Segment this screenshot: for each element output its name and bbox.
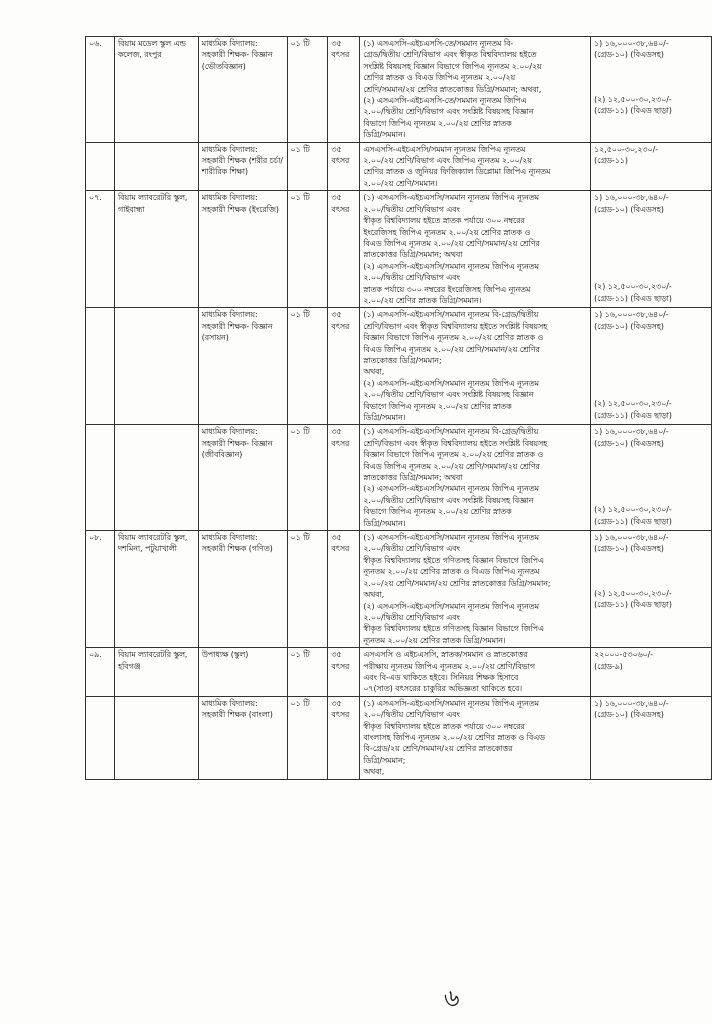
pay-scale-cell <box>591 191 712 308</box>
spacer <box>594 72 708 83</box>
institution-cell: বিয়াম মডেল স্কুল এন্ড কলেজ, রংপুর <box>114 37 198 143</box>
pay-scale-cell <box>591 531 712 648</box>
qualification-line: সংশ্লিষ্ট বিষয়সহ বিজ্ঞান বিভাগে জিপিএ ন্যূনতম ২.০০/২য় <box>363 61 542 71</box>
spacer <box>594 270 708 281</box>
pay-scale-cell <box>591 142 712 191</box>
post-cell: মাধ্যমিক বিদ্যালয়: সহকারী শিক্ষক- বিজ্ঞান (ভৌতবিজ্ঞান) <box>198 37 287 143</box>
table-row <box>86 191 712 308</box>
table-row <box>86 142 712 191</box>
age-limit-cell: ৩৫ বৎসর <box>328 37 360 143</box>
institution-cell <box>114 308 198 425</box>
qualification-cell <box>360 696 591 779</box>
serial-cell <box>86 696 115 779</box>
qualification-line: শ্রেণি/বিভাগ এবং স্বীকৃত বিশ্ববিদ্যালয় হইতে সংশ্লিষ্ট বিষয়সহ <box>363 438 548 448</box>
qualification-line: ন্যূনতম ২.০০/২য় শ্রেণির স্নাতক ডিগ্রি/সমমান। <box>363 635 506 645</box>
institution-cell: বিয়াম ল্যাবরেটরি স্কুল, দশমিনা, পটুয়াখালী <box>114 531 198 648</box>
qualification-line: স্বীকৃত বিশ্ববিদ্যালয় হইতে স্নাতক পর্যায়ে ৩০০ নম্বরের <box>363 721 525 731</box>
vacancy-count-cell: ০১ টি <box>287 648 328 697</box>
spacer <box>594 555 708 566</box>
page-number: ৬ <box>444 984 460 1012</box>
post-cell: মাধ্যমিক বিদ্যালয়: সহকারী শিক্ষক- বিজ্ঞান (জীববিজ্ঞান) <box>198 425 287 531</box>
post-cell: মাধ্যমিক বিদ্যালয়: সহকারী শিক্ষক (শরীর চর্চা/শারীরিক শিক্ষা) <box>198 142 287 191</box>
qualification-line: (২) এসএসসি-এইচএসসি/সমমান ন্যূনতম জিপিএ ন্যূনতম <box>363 261 539 271</box>
serial-cell <box>86 425 115 531</box>
qualification-line: ২.০০/দ্বিতীয় শ্রেণি/বিভাগ এবং <box>363 612 460 622</box>
vacancy-count-cell: ০১ টি <box>287 37 328 143</box>
pay-scale-line: (গ্রেড-১০) (বিএডসহ) <box>594 50 664 60</box>
age-limit-cell: ৩৫ বৎসর <box>328 142 360 191</box>
pay-scale-line: (গ্রেড-১১) (বিএড ছাড়া) <box>594 410 672 420</box>
spacer <box>594 61 708 72</box>
institution-cell: বিয়াম ল্যাবরেটরি স্কুল, হবিগঞ্জ <box>114 648 198 697</box>
institution-cell: বিয়াম ল্যাবরেটরি স্কুল, গাইবান্ধা <box>114 191 198 308</box>
qualification-line: বিএড জিপিএ ন্যূনতম ২.০০/২য় শ্রেণি/সমমান/২য় শ্রেণির <box>363 344 540 354</box>
vacancy-table <box>85 36 712 780</box>
qualification-line: ডিগ্রি/সমমান। <box>363 130 406 140</box>
qualification-line: ২.০০/দ্বিতীয় শ্রেণি/বিভাগ এবং <box>363 710 460 720</box>
pay-scale-line: (গ্রেড-১১) (বিএড ছাড়া) <box>594 293 672 303</box>
pay-scale-line: ১২,৫০০-৩০,২৩০/- <box>594 144 659 154</box>
spacer <box>594 493 708 504</box>
pay-scale-line: ২২০০০-৫৩০৬০/- <box>594 650 654 660</box>
qualification-line: ইংরেজিসহ জিপিএ ন্যূনতম ২.০০/২য় শ্রেণির স্নাতক ও <box>363 227 531 237</box>
qualification-line: (১) এসএসসি-এইচএসসি/সমমান ন্যূনতম জিপিএ ন্যূনতম <box>363 533 539 543</box>
age-limit-cell: ৩৫ বৎসর <box>328 531 360 648</box>
pay-scale-line: ১) ১৬,০০০-৩৮,৬৪০/- <box>594 533 669 543</box>
qualification-line: ন্যূনতম ২.০০/২য় শ্রেণির স্নাতক ও বিএড জিপিএ ন্যূনতম <box>363 567 540 577</box>
qualification-line: ২.০০/দ্বিতীয় শ্রেণি/বিভাগ এবং সংশ্লিষ্ট বিষয়সহ বিজ্ঞান <box>363 390 534 400</box>
qualification-line: ২.০০/দ্বিতীয় শ্রেণি/বিভাগ এবং <box>363 273 460 283</box>
qualification-line: বিভাগে জিপিএ ন্যূনতম ২.০০/২য় শ্রেণির স্নাতক <box>363 118 512 128</box>
qualification-line: অথবা, <box>363 367 385 377</box>
serial-cell: ০৯. <box>86 648 115 697</box>
qualification-line: স্নাতকোত্তর ডিগ্রি/সমমান; অথবা <box>363 473 463 483</box>
spacer <box>594 482 708 493</box>
serial-cell: ০৬. <box>86 37 115 143</box>
qualification-line: বিভাগে জিপিএ ন্যূনতম ২.০০/২য় শ্রেণির স্নাতক <box>363 507 512 517</box>
qualification-line: স্বীকৃত বিশ্ববিদ্যালয় হইতে গণিতসহ বিজ্ঞান বিভাগে জিপিএ <box>363 624 544 634</box>
qualification-cell <box>360 308 591 425</box>
qualification-line: (২) এসএসসি-এইচএসসি/সমমান ন্যূনতম জিপিএ ন্যূনতম <box>363 378 539 388</box>
qualification-line: (২) এসএসসি-এইচএসসি/সমমান ন্যূনতম জিপিএ ন্যূনতম <box>363 484 539 494</box>
institution-cell <box>114 425 198 531</box>
post-cell: মাধ্যমিক বিদ্যালয়: সহকারী শিক্ষক- বিজ্ঞান (রসায়ন) <box>198 308 287 425</box>
qualification-line: বাংলাসহ জিপিএ ন্যূনতম ২.০০/২য় শ্রেণির স্নাতক ও বিএড <box>363 732 545 742</box>
vacancy-count-cell: ০১ টি <box>287 191 328 308</box>
qualification-line: ২.০০/দ্বিতীয় শ্রেণি/বিভাগ এবং সংশ্লিষ্ট বিষয়সহ বিজ্ঞান <box>363 495 534 505</box>
pay-scale-line: ১) ১৬,০০০-৩৮,৬৪০/- <box>594 39 669 48</box>
qualification-line: এসএসসি ও এইচএসসি, স্নাতক/সমমান ও স্নাতকোত্তর <box>363 650 528 660</box>
qualification-line: গ্রেড/দ্বিতীয় শ্রেণি/বিভাগ এবং স্বীকৃত বিশ্ববিদ্যালয় হইতে <box>363 50 537 60</box>
qualification-line: স্নাতকোত্তর ডিগ্রি/সমমান; অথবা <box>363 250 463 260</box>
qualification-line: ডিগ্রি/সমমান। <box>363 518 406 528</box>
pay-scale-cell <box>591 696 712 779</box>
qualification-line: অথবা, <box>363 590 385 600</box>
pay-scale-cell <box>591 425 712 531</box>
vacancy-table-body <box>86 37 712 780</box>
qualification-line: এবং বি-এড থাকিতে হইবে। সিনিয়র শিক্ষক হিসাবে <box>363 672 519 682</box>
spacer <box>594 460 708 471</box>
pay-scale-line: (গ্রেড-১১) <box>594 156 628 166</box>
qualification-cell <box>360 531 591 648</box>
pay-scale-line: (২) ১২,৫০০-৩০,২৩০/- <box>594 399 672 409</box>
qualification-line: ০৭(সাত) বৎসরের চাকুরির অভিজ্ঞতা থাকিতে হবে। <box>363 684 523 694</box>
qualification-line: (১) এসএসসি-এইচএসসি-তে/সমমান ন্যূনতম বি- <box>363 39 514 48</box>
spacer <box>594 449 708 460</box>
post-cell: মাধ্যমিক বিদ্যালয়: সহকারী শিক্ষক (ইংরেজি) <box>198 191 287 308</box>
qualification-line: ২.০০/দ্বিতীয় শ্রেণি/বিভাগ এবং সংশ্লিষ্ট বিষয়সহ বিজ্ঞান <box>363 107 534 117</box>
qualification-line: (১) এসএসসি-এইচএসসি/সমমান ন্যূনতম বি-গ্রেড/দ্বিতীয় <box>363 310 539 320</box>
qualification-line: শ্রেণির স্নাতক ও বিএড জিপিএ ন্যূনতম ২.০০/২য় <box>363 73 516 83</box>
qualification-line: স্নাতক পর্যায়ে ৩০০ নম্বরের ইংরেজিসহ জিপিএ ন্যূনতম <box>363 284 531 294</box>
qualification-line: পরীক্ষায় ন্যূনতম জিপিএ ন্যূনতম ২.০০/২য় শ্রেণি/বিভাগ <box>363 661 535 671</box>
pay-scale-line: (২) ১২,৫০০-৩০,২৩০/- <box>594 588 672 598</box>
qualification-line: (২) এসএসসি-এইচএসসি-তে/সমমান ন্যূনতম জিপিএ <box>363 96 527 106</box>
qualification-cell <box>360 37 591 143</box>
spacer <box>594 471 708 482</box>
table-row <box>86 308 712 425</box>
qualification-line: ২.০০/দ্বিতীয় শ্রেণি/বিভাগ এবং <box>363 204 460 214</box>
pay-scale-line: (২) ১২,৫০০-৩০,২৩০/- <box>594 505 672 515</box>
serial-cell: ০৮. <box>86 531 115 648</box>
serial-cell: ০৭. <box>86 191 115 308</box>
table-row <box>86 531 712 648</box>
qualification-cell <box>360 648 591 697</box>
qualification-line: ২.০০/২য় শ্রেণি/সমমান/২য় শ্রেণির স্নাতকোত্তর ডিগ্রি/সমমান; <box>363 578 551 588</box>
qualification-line: বিভাগে জিপিএ ন্যূনতম ২.০০/২য় শ্রেণির স্নাতক <box>363 401 512 411</box>
qualification-line: ২.০০/২য় শ্রেণি/বিভাগ এবং জিপিএ ন্যূনতম ২.০০/২য় <box>363 156 532 166</box>
pay-scale-cell <box>591 308 712 425</box>
serial-cell <box>86 142 115 191</box>
qualification-line: শ্রেণির স্নাতক ও জুনিয়র ফিজিক্যাল ডিপ্লোমা জিপিএ ন্যূনতম <box>363 167 551 177</box>
post-cell: মাধ্যমিক বিদ্যালয়: সহকারী শিক্ষক (বাংলা) <box>198 696 287 779</box>
spacer <box>594 354 708 365</box>
vacancy-count-cell: ০১ টি <box>287 425 328 531</box>
qualification-line: স্বীকৃত বিশ্ববিদ্যালয় হইতে গণিতসহ বিজ্ঞান বিভাগে জিপিএ <box>363 555 544 565</box>
pay-scale-line: (গ্রেড-১০) (বিএডসহ) <box>594 438 664 448</box>
qualification-line: (১) এসএসসি-এইচএসসি/সমমান ন্যূনতম জিপিএ ন্যূনতম <box>363 698 539 708</box>
spacer <box>594 332 708 343</box>
post-cell: উপাধ্যক্ষ (স্কুল) <box>198 648 287 697</box>
pay-scale-line: ১) ১৬,০০০-৩৮,৬৪০/- <box>594 310 669 320</box>
spacer <box>594 237 708 248</box>
qualification-line: ২.০০/২য় শ্রেণি/সমমান। <box>363 178 438 188</box>
pay-scale-line: (গ্রেড-১০) (বিএডসহ) <box>594 204 664 214</box>
qualification-line: স্বীকৃত বিশ্ববিদ্যালয় হইতে স্নাতক পর্যায়ে ৩০০ নম্বরের <box>363 216 525 226</box>
post-cell: মাধ্যমিক বিদ্যালয়: সহকারী শিক্ষক (গণিত) <box>198 531 287 648</box>
age-limit-cell: ৩৫ বৎসর <box>328 696 360 779</box>
spacer <box>594 343 708 354</box>
table-row <box>86 425 712 531</box>
vacancy-count-cell: ০১ টি <box>287 696 328 779</box>
pay-scale-line: (২) ১২,৫০০-৩০,২৩০/- <box>594 282 672 292</box>
qualification-line: এসএসসি-এইচএসসি/সমমান ন্যূনতম জিপিএ ন্যূনতম <box>363 144 526 154</box>
pay-scale-line: (গ্রেড-৯) <box>594 661 623 671</box>
pay-scale-line: (গ্রেড-১১) (বিএড ছাড়া) <box>594 600 672 610</box>
pay-scale-cell <box>591 37 712 143</box>
pay-scale-line: (গ্রেড-১০) (বিএডসহ) <box>594 544 664 554</box>
spacer <box>594 226 708 237</box>
pay-scale-line: (গ্রেড-১১) (বিএড ছাড়া) <box>594 106 672 116</box>
spacer <box>594 566 708 577</box>
qualification-line: (১) এসএসসি-এইচএসসি/সমমান ন্যূনতম বি-গ্রেড/দ্বিতীয় <box>363 427 539 437</box>
qualification-line: বিজ্ঞান বিভাগে জিপিএ ন্যূনতম ২.০০/২য় শ্রেণির স্নাতক ও <box>363 333 544 343</box>
qualification-line: শ্রেণি/সমমান/২য় শ্রেণির স্নাতকোত্তর ডিগ্রি/সমমান; অথবা, <box>363 84 542 94</box>
qualification-line: ২.০০/দ্বিতীয় শ্রেণি/বিভাগ এবং <box>363 544 460 554</box>
qualification-line: ২.০০/২য় শ্রেণির স্নাতক ডিগ্রি/সমমান। <box>363 295 482 305</box>
qualification-cell <box>360 142 591 191</box>
age-limit-cell: ৩৫ বৎসর <box>328 191 360 308</box>
qualification-line: বিএড জিপিএ ন্যূনতম ২.০০/২য় শ্রেণি/সমমান/২য় শ্রেণির <box>363 461 540 471</box>
vacancy-count-cell: ০১ টি <box>287 142 328 191</box>
qualification-line: বিজ্ঞান বিভাগে জিপিএ ন্যূনতম ২.০০/২য় শ্রেণির স্নাতক ও <box>363 450 544 460</box>
qualification-line: বি-গ্রেড/২য় শ্রেণি/সমমান/২য় শ্রেণির স্নাতকোত্তর <box>363 744 513 754</box>
qualification-line: ডিগ্রি/সমমান; <box>363 755 406 765</box>
qualification-line: (২) এসএসসি-এইচএসসি/সমমান ন্যূনতম জিপিএ ন্যূনতম <box>363 601 539 611</box>
qualification-line: অথবা, <box>363 767 385 777</box>
pay-scale-line: (গ্রেড-১০) (বিএডসহ) <box>594 321 664 331</box>
pay-scale-line: ১) ১৬,০০০-৩৮,৬৪০/- <box>594 427 669 437</box>
spacer <box>594 376 708 387</box>
qualification-cell <box>360 191 591 308</box>
spacer <box>594 215 708 226</box>
pay-scale-line: (২) ১২,৫০০-৩০,২৩০/- <box>594 94 672 104</box>
age-limit-cell: ৩৫ বৎসর <box>328 308 360 425</box>
qualification-line: ডিগ্রি/সমমান। <box>363 413 406 422</box>
pay-scale-line: ১) ১৬,০০০-৩৮,৬৪০/- <box>594 193 669 203</box>
pay-scale-line: ১) ১৬,০০০-৩৮,৬৪০/- <box>594 698 669 708</box>
spacer <box>594 577 708 588</box>
vacancy-count-cell: ০১ টি <box>287 531 328 648</box>
qualification-line: শ্রেণি/বিভাগ এবং স্বীকৃত বিশ্ববিদ্যালয় হইতে সংশ্লিষ্ট বিষয়সহ <box>363 321 548 331</box>
spacer <box>594 259 708 270</box>
institution-cell <box>114 142 198 191</box>
pay-scale-line: (গ্রেড-১১) (বিএড ছাড়া) <box>594 516 672 526</box>
institution-cell <box>114 696 198 779</box>
pay-scale-line: (গ্রেড-১০) (বিএডসহ) <box>594 710 664 720</box>
spacer <box>594 83 708 94</box>
spacer <box>594 387 708 398</box>
qualification-line: স্নাতকোত্তর ডিগ্রি/সমমান; <box>363 355 442 365</box>
table-row <box>86 648 712 697</box>
pay-scale-cell <box>591 648 712 697</box>
qualification-line: বিএড জিপিএ ন্যূনতম ২.০০/২য় শ্রেণি/সমমান/২য় শ্রেণির <box>363 238 540 248</box>
age-limit-cell: ৩৫ বৎসর <box>328 648 360 697</box>
qualification-cell <box>360 425 591 531</box>
spacer <box>594 365 708 376</box>
vacancy-count-cell: ০১ টি <box>287 308 328 425</box>
qualification-line: (১) এসএসসি-এইচএসসি/সমমান ন্যূনতম জিপিএ ন্যূনতম <box>363 193 539 203</box>
age-limit-cell: ৩৫ বৎসর <box>328 425 360 531</box>
serial-cell <box>86 308 115 425</box>
table-row <box>86 37 712 143</box>
spacer <box>594 248 708 259</box>
table-row <box>86 696 712 779</box>
